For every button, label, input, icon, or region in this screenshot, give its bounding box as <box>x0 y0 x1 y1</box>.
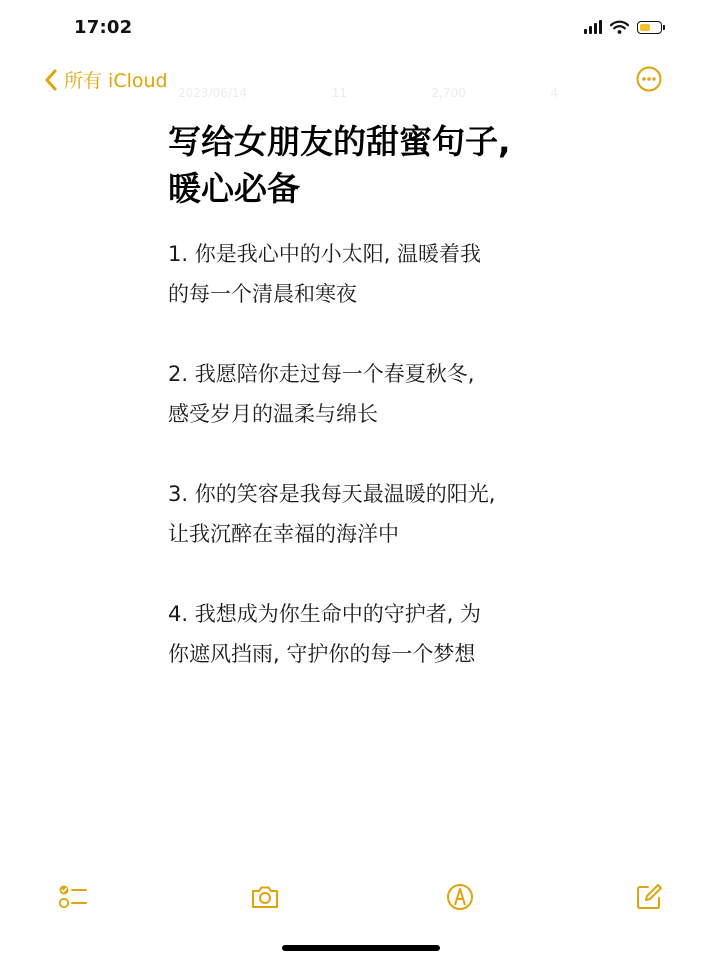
back-label: 所有 iCloud <box>64 70 168 92</box>
camera-icon[interactable] <box>250 882 280 912</box>
note-paragraph: 1. 你是我心中的小太阳, 温暖着我 的每一个清晨和寒夜 <box>168 242 482 306</box>
ghost-toolbar <box>178 86 558 100</box>
battery-fill <box>640 24 650 31</box>
note-paragraph: 3. 你的笑容是我每天最温暖的阳光, 让我沉醉在幸福的海洋中 <box>168 482 496 546</box>
note-paragraph: 4. 我想成为你生命中的守护者, 为 你遮风挡雨, 守护你的每一个梦想 <box>168 602 482 666</box>
nav-bar <box>0 56 720 104</box>
note-paragraph: 2. 我愿陪你走过每一个春夏秋冬, 感受岁月的温柔与绵长 <box>168 362 475 426</box>
cellular-signal-icon <box>584 20 602 34</box>
ghost-text: 2023/06/14 <box>178 86 248 100</box>
ghost-text: 11 <box>331 86 347 100</box>
home-indicator <box>282 945 440 951</box>
wifi-icon <box>610 20 629 34</box>
ghost-text: 2,700 <box>431 86 466 100</box>
back-button[interactable] <box>44 66 168 93</box>
ghost-text: 4 <box>550 86 558 100</box>
status-time: 17:02 <box>74 17 133 38</box>
status-icons <box>584 20 662 34</box>
markup-icon[interactable] <box>445 882 475 912</box>
battery-icon <box>637 21 662 34</box>
checklist-icon[interactable] <box>58 882 88 912</box>
status-bar <box>0 0 720 56</box>
more-options-icon[interactable] <box>636 66 662 92</box>
bottom-toolbar <box>0 876 720 916</box>
compose-icon[interactable] <box>634 882 664 912</box>
note-body[interactable] <box>168 118 588 714</box>
note-title: 写给女朋友的甜蜜句子, 暖心必备 <box>168 122 511 208</box>
chevron-left-icon <box>44 69 58 91</box>
